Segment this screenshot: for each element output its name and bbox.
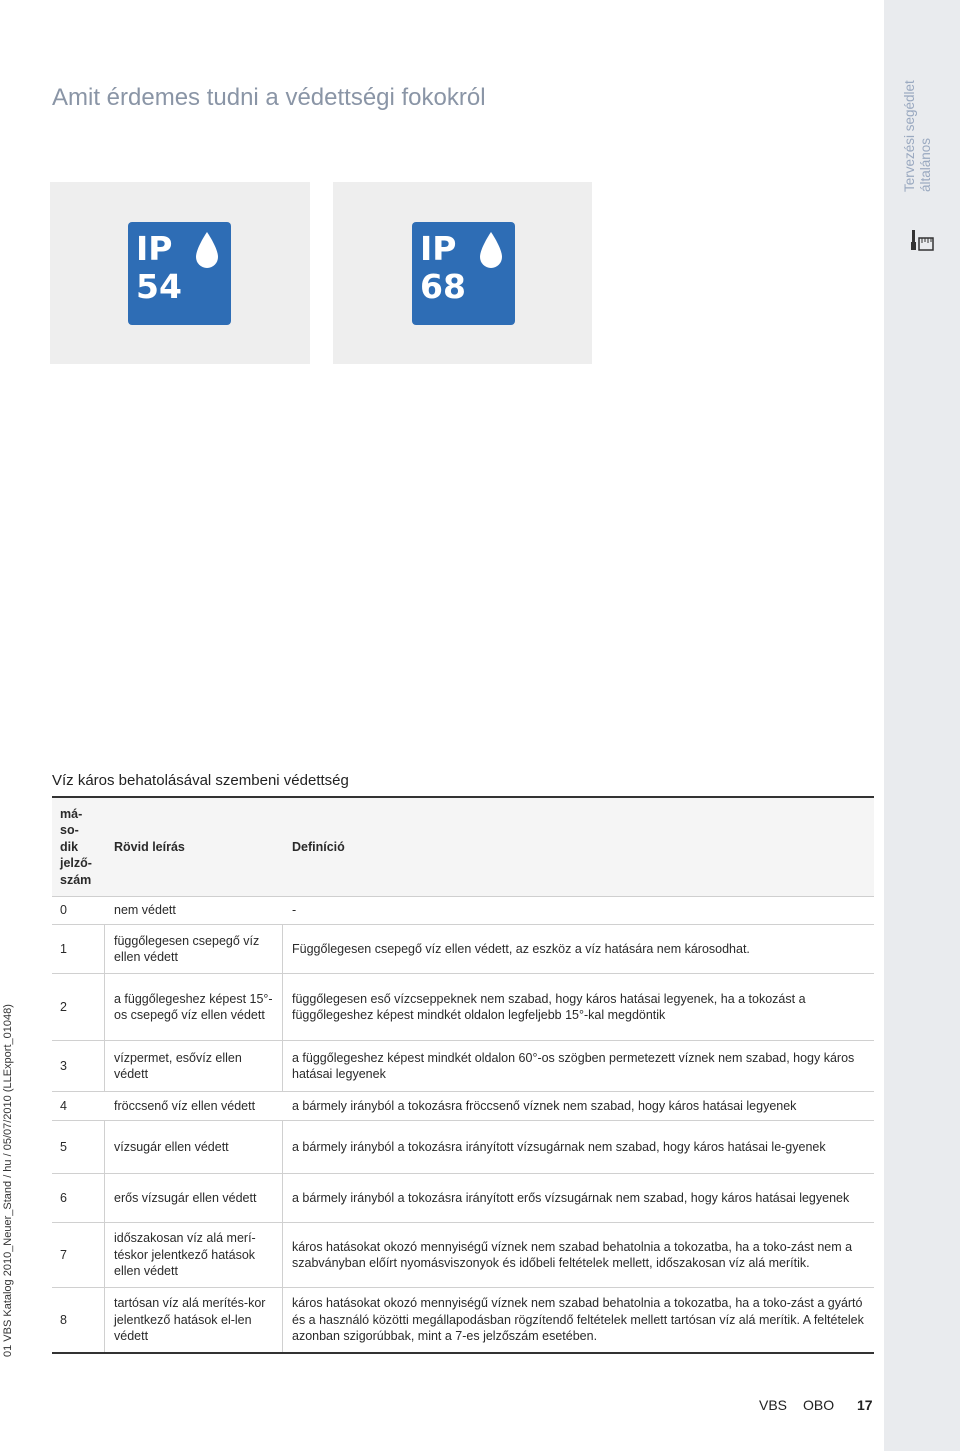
badge-ip-number: 54 — [136, 267, 182, 306]
side-label-top: Tervezési segédlet — [902, 80, 917, 192]
row-definition: függőlegesen eső vízcseppeknek nem szabad, hogy káros hatásai legyenek, ha a tokozást a függőlegeshez képest mindkét oldalon legfeljebb 15°-kal megdöntik — [292, 991, 806, 1022]
page-title: Amit érdemes tudni a védettségi fokokról — [52, 84, 486, 111]
row-number: 4 — [60, 1098, 67, 1113]
ruler-tools-icon — [909, 228, 935, 252]
table-row — [52, 1288, 874, 1354]
row-definition: a bármely irányból a tokozásra irányított erős vízsugárnak nem szabad, hogy káros hatásai legyenek — [292, 1190, 850, 1205]
side-label — [902, 0, 942, 192]
row-number: 3 — [60, 1058, 67, 1073]
header-definition: Definíció — [292, 839, 345, 854]
row-definition: a bármely irányból a tokozásra fröccsenő víznek nem szabad, hogy káros hatásai legyenek — [292, 1098, 797, 1113]
ip54-badge — [128, 222, 231, 325]
row-short: nem védett — [114, 902, 176, 917]
sidebar — [884, 0, 960, 1451]
row-definition: - — [292, 902, 297, 917]
footer-brand-vbs: VBS — [759, 1397, 788, 1413]
row-number: 5 — [60, 1139, 67, 1154]
header-short: Rövid leírás — [114, 839, 185, 854]
ip68-badge — [412, 222, 515, 325]
row-definition: Függőlegesen csepegő víz ellen védett, az eszköz a víz hatására nem károsodhat. — [292, 941, 750, 956]
water-drop-icon — [474, 230, 508, 272]
footer-brand-obo: OBO — [803, 1397, 835, 1413]
row-short: vízpermet, esővíz ellen védett — [114, 1050, 242, 1081]
row-short: tartósan víz alá merítés-kor jelentkező hatások el-len védett — [114, 1296, 266, 1344]
header-number: má- so- dik jelző- szám — [60, 806, 92, 887]
row-short: vízsugár ellen védett — [114, 1139, 229, 1154]
table-header — [52, 796, 874, 897]
section-title: Víz káros behatolásával szembeni védettség — [52, 772, 349, 789]
badge-ip-label: IP — [420, 229, 457, 268]
badge-ip-label: IP — [136, 229, 173, 268]
row-number: 2 — [60, 999, 67, 1014]
row-definition: káros hatásokat okozó mennyiségű víznek nem szabad behatolnia a tokozatba, ha a toko-zást a gyártó és a használó közötti megállapodásban rögzítendő feltételek mellett tartósan víz alá merítik. A feltételek azonban szigorúbbak, mint a 7-es jelzőszám esetében. — [292, 1296, 864, 1344]
row-number: 8 — [60, 1312, 67, 1327]
table-row — [52, 1223, 874, 1288]
row-number: 7 — [60, 1247, 67, 1262]
page-number: 17 — [857, 1397, 873, 1413]
vertical-meta-text: 01 VBS Katalog 2010_Neuer_Stand / hu / 05/07/2010 (LLExport_01048) — [2, 1004, 14, 1357]
row-definition: a függőlegeshez képest mindkét oldalon 60°-os szögben permetezett víznek nem szabad, hogy káros hatásai legyenek — [292, 1050, 855, 1081]
row-short: a függőlegeshez képest 15°-os csepegő víz ellen védett — [114, 991, 273, 1022]
side-label-bottom: általános — [918, 137, 933, 192]
badge-ip-number: 68 — [420, 267, 466, 306]
ip54-image — [50, 182, 310, 364]
table-row — [52, 1092, 874, 1121]
row-short: időszakosan víz alá merí-téskor jelentkező hatások ellen védett — [114, 1231, 256, 1279]
table-row — [52, 1174, 874, 1223]
row-number: 0 — [60, 902, 67, 917]
table-row — [52, 1121, 874, 1174]
table-row — [52, 974, 874, 1041]
row-number: 6 — [60, 1190, 67, 1205]
row-short: erős vízsugár ellen védett — [114, 1190, 257, 1205]
row-definition: a bármely irányból a tokozásra irányított vízsugárnak nem szabad, hogy káros hatásai le-gyenek — [292, 1139, 826, 1154]
row-definition: káros hatásokat okozó mennyiségű víznek nem szabad behatolnia a tokozatba, ha a toko-zást nem a szabványban előírt nyomásviszonyok és időbeli feltételek mellett, időszakosan víz alá merítik. — [292, 1239, 853, 1270]
row-short: függőlegesen csepegő víz ellen védett — [114, 933, 260, 964]
table-row — [52, 925, 874, 974]
row-short: fröccsenő víz ellen védett — [114, 1098, 256, 1113]
table-row — [52, 896, 874, 925]
water-drop-icon — [190, 230, 224, 272]
table-row — [52, 1041, 874, 1092]
row-number: 1 — [60, 941, 67, 956]
ip68-image — [333, 182, 592, 364]
